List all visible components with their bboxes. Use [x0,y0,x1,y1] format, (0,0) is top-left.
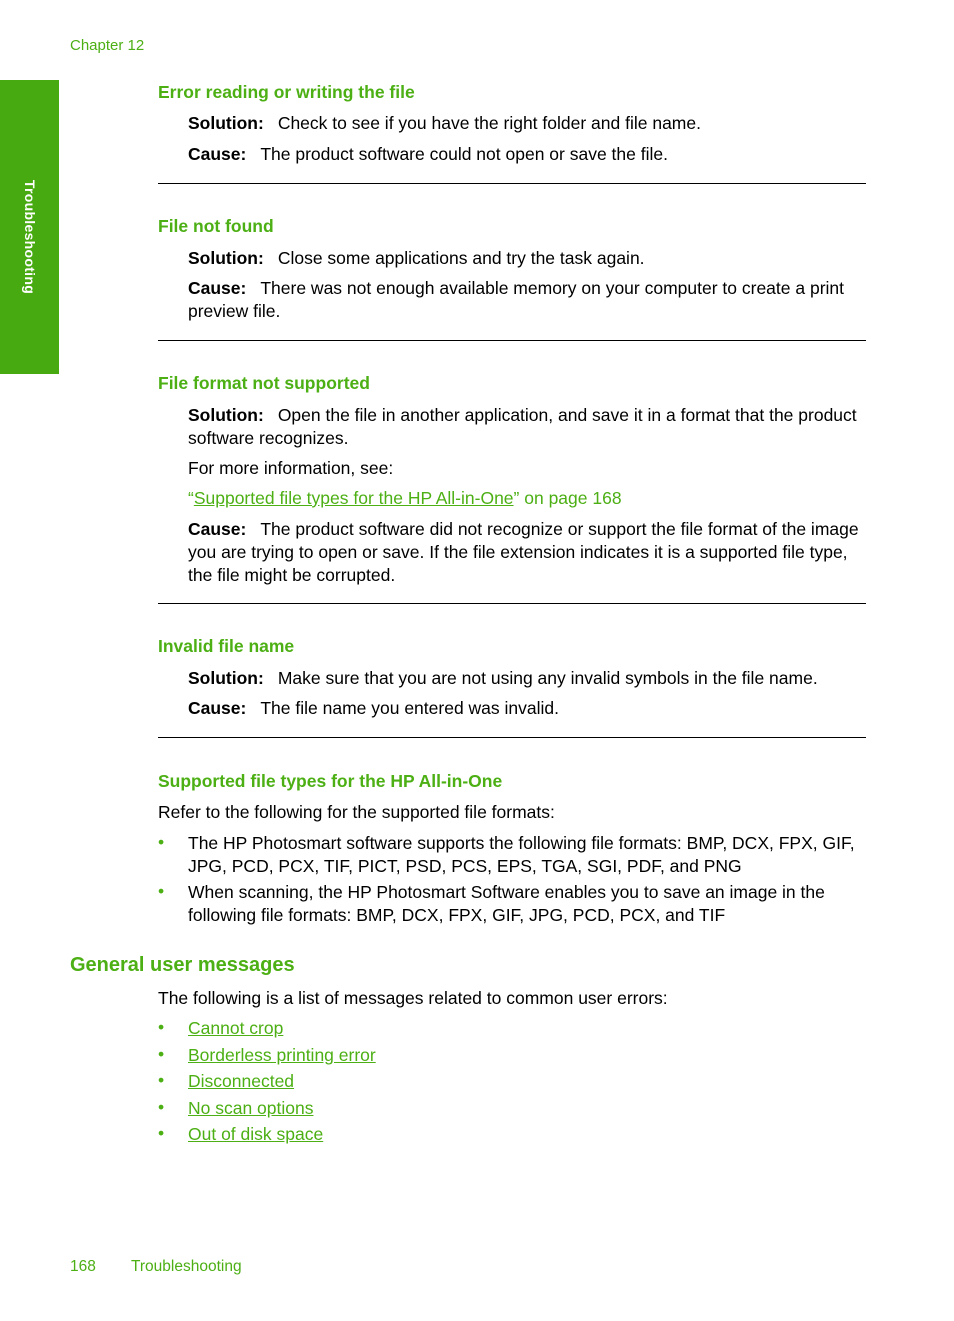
cause-format [188,518,868,587]
link-tail: ” on page 168 [513,488,622,508]
cause-text: The file name you entered was invalid. [260,698,559,718]
supported-types-link[interactable] [188,487,868,510]
cause-error-rw [188,143,868,166]
solution-label: Solution: [188,668,264,688]
bullet-icon: • [158,881,165,901]
out-of-disk-space-link[interactable]: Out of disk space [188,1124,324,1144]
divider [158,340,866,341]
solution-text: Make sure that you are not using any invalid symbols in the file name. [277,668,818,688]
list-item: When scanning, the HP Photosmart Software enables you to save an image in the following file formats: BMP, DCX, FPX, GIF, JPG, PCD, PCX, and TIF [188,882,825,925]
cause-label: Cause: [188,278,247,298]
bullet-icon: • [158,1097,165,1117]
cause-text: The product software did not recognize or support the file format of the image you are trying to open or save. If the file extension indicates it is a supported file type, the file might be corrupted. [188,519,859,585]
solution-label: Solution: [188,248,264,268]
solution-error-rw [188,112,868,135]
solution-label: Solution: [188,113,264,133]
bullet-icon: • [158,1070,165,1090]
list-item [188,1070,868,1093]
section-title-not-found: File not found [158,216,274,236]
cause-text: There was not enough available memory on your computer to create a print preview file. [188,278,845,321]
divider [158,737,866,738]
chapter-label: Chapter 12 [70,37,145,54]
supported-intro: Refer to the following for the supported file formats: [158,802,555,822]
bullet-icon: • [158,1123,165,1143]
no-scan-options-link[interactable]: No scan options [188,1098,314,1118]
cause-label: Cause: [188,144,247,164]
page-number: 168 [70,1258,96,1275]
solution-text: Check to see if you have the right folder and file name. [277,113,701,133]
bullet-icon: • [158,1044,165,1064]
list-item [188,1123,868,1146]
side-tab [0,80,59,374]
list-item [188,1044,868,1067]
section-title-format: File format not supported [158,373,370,393]
solution-text: Open the file in another application, and save it in a format that the product software recognizes. [188,405,857,448]
cause-not-found [188,277,868,323]
section-title-error-rw: Error reading or writing the file [158,82,415,102]
list-item: The HP Photosmart software supports the following file formats: BMP, DCX, FPX, GIF, JPG, PCD, PCX, TIF, PICT, PSD, PCS, EPS, TGA, SGI, PDF, and PNG [188,833,855,876]
cause-label: Cause: [188,698,247,718]
borderless-printing-error-link[interactable]: Borderless printing error [188,1045,376,1065]
solution-format [188,404,868,450]
more-info-text: For more information, see: [188,458,394,478]
cause-label: Cause: [188,519,247,539]
divider [158,603,866,604]
general-intro: The following is a list of messages related to common user errors: [158,988,668,1008]
section-title-supported: Supported file types for the HP All-in-One [158,771,503,791]
cannot-crop-link[interactable]: Cannot crop [188,1018,284,1038]
list-item [188,1097,868,1120]
section-title-invalid: Invalid file name [158,636,295,656]
general-messages-title: General user messages [70,954,295,976]
disconnected-link[interactable]: Disconnected [188,1071,295,1091]
solution-invalid [188,667,868,690]
side-tab-label: Troubleshooting [21,179,38,295]
solution-label: Solution: [188,405,264,425]
footer-section-label: Troubleshooting [131,1258,242,1275]
cause-invalid [188,697,868,720]
bullet-icon: • [158,1017,165,1037]
cause-text: The product software could not open or save the file. [260,144,668,164]
divider [158,183,866,184]
solution-not-found [188,247,868,270]
solution-text: Close some applications and try the task again. [277,248,645,268]
link-text[interactable]: Supported file types for the HP All-in-One [193,488,514,508]
bullet-icon: • [158,832,165,852]
list-item [188,1017,868,1040]
link-open-quote: “ [188,488,194,508]
